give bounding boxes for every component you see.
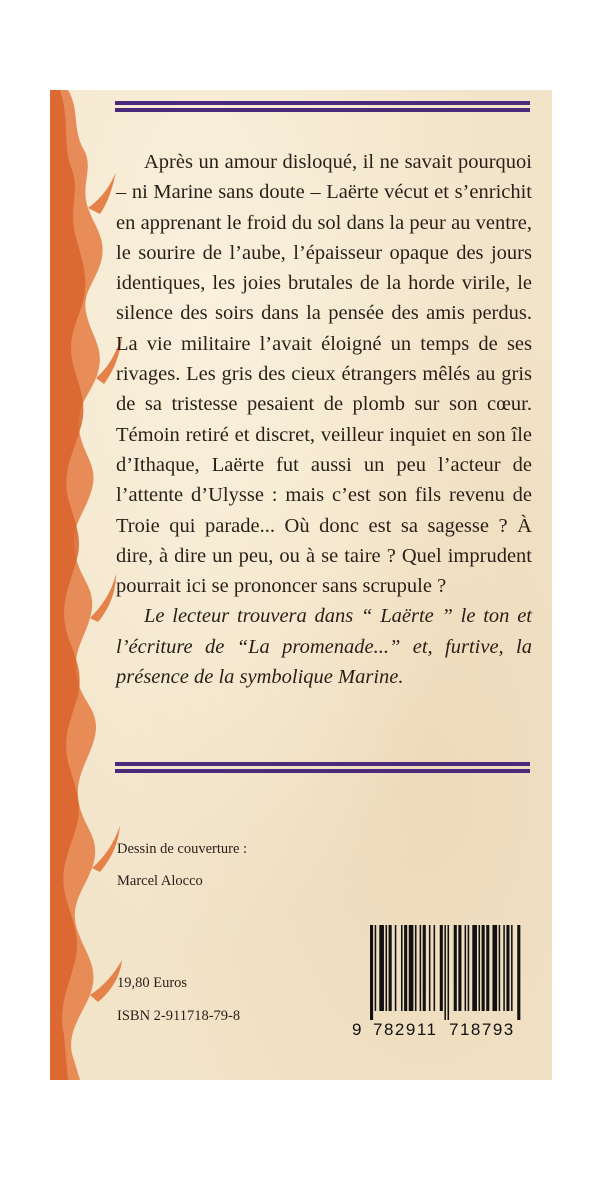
barcode-digit-first: 9 <box>352 1020 363 1039</box>
bottom-double-rule <box>115 762 530 773</box>
blurb-italic-paragraph: Le lecteur trouvera dans “ Laërte ” le ton et l’écriture de “La promenade...” et, furtive, la présence de la symbolique Marine. <box>116 605 532 689</box>
cover-credit-label: Dessin de couverture : <box>117 841 248 857</box>
book-back-cover <box>50 90 552 1080</box>
top-double-rule <box>115 101 530 112</box>
barcode-digit-group2: 718793 <box>449 1020 515 1039</box>
price-label: 19,80 Euros <box>117 975 188 991</box>
isbn-label: ISBN 2-911718-79-8 <box>117 1008 241 1024</box>
cover-credit-name: Marcel Alocco <box>117 873 203 889</box>
barcode-icon <box>368 925 523 1020</box>
blurb-text <box>116 147 532 692</box>
barcode-digit-group1: 782911 <box>373 1020 438 1039</box>
blurb-paragraph: Après un amour disloqué, il ne savait pourquoi – ni Marine sans doute – Laërte vécut et s’enrichit en apprenant le froid du sol dans la peur au ventre, le sourire de l’aube, l’épaisseur opaque des jours identiques, les joies brutales de la horde virile, le silence des soirs dans la pensée des amis perdus. La vie militaire l’avait éloigné un temps de ses rivages. Les gris des cieux étrangers mêlés au gris de sa tristesse pesaient de plomb sur son cœur. Témoin retiré et discret, veilleur inquiet en son île d’Ithaque, Laërte fut aussi un peu l’acteur de l’attente d’Ulysse : mais c’est son fils revenu de Troie qui parade... Où donc est sa sagesse ? À dire, à dire un peu, ou à se taire ? Quel imprudent pourrait ici se prononcer sans scrupule ? <box>116 151 532 598</box>
